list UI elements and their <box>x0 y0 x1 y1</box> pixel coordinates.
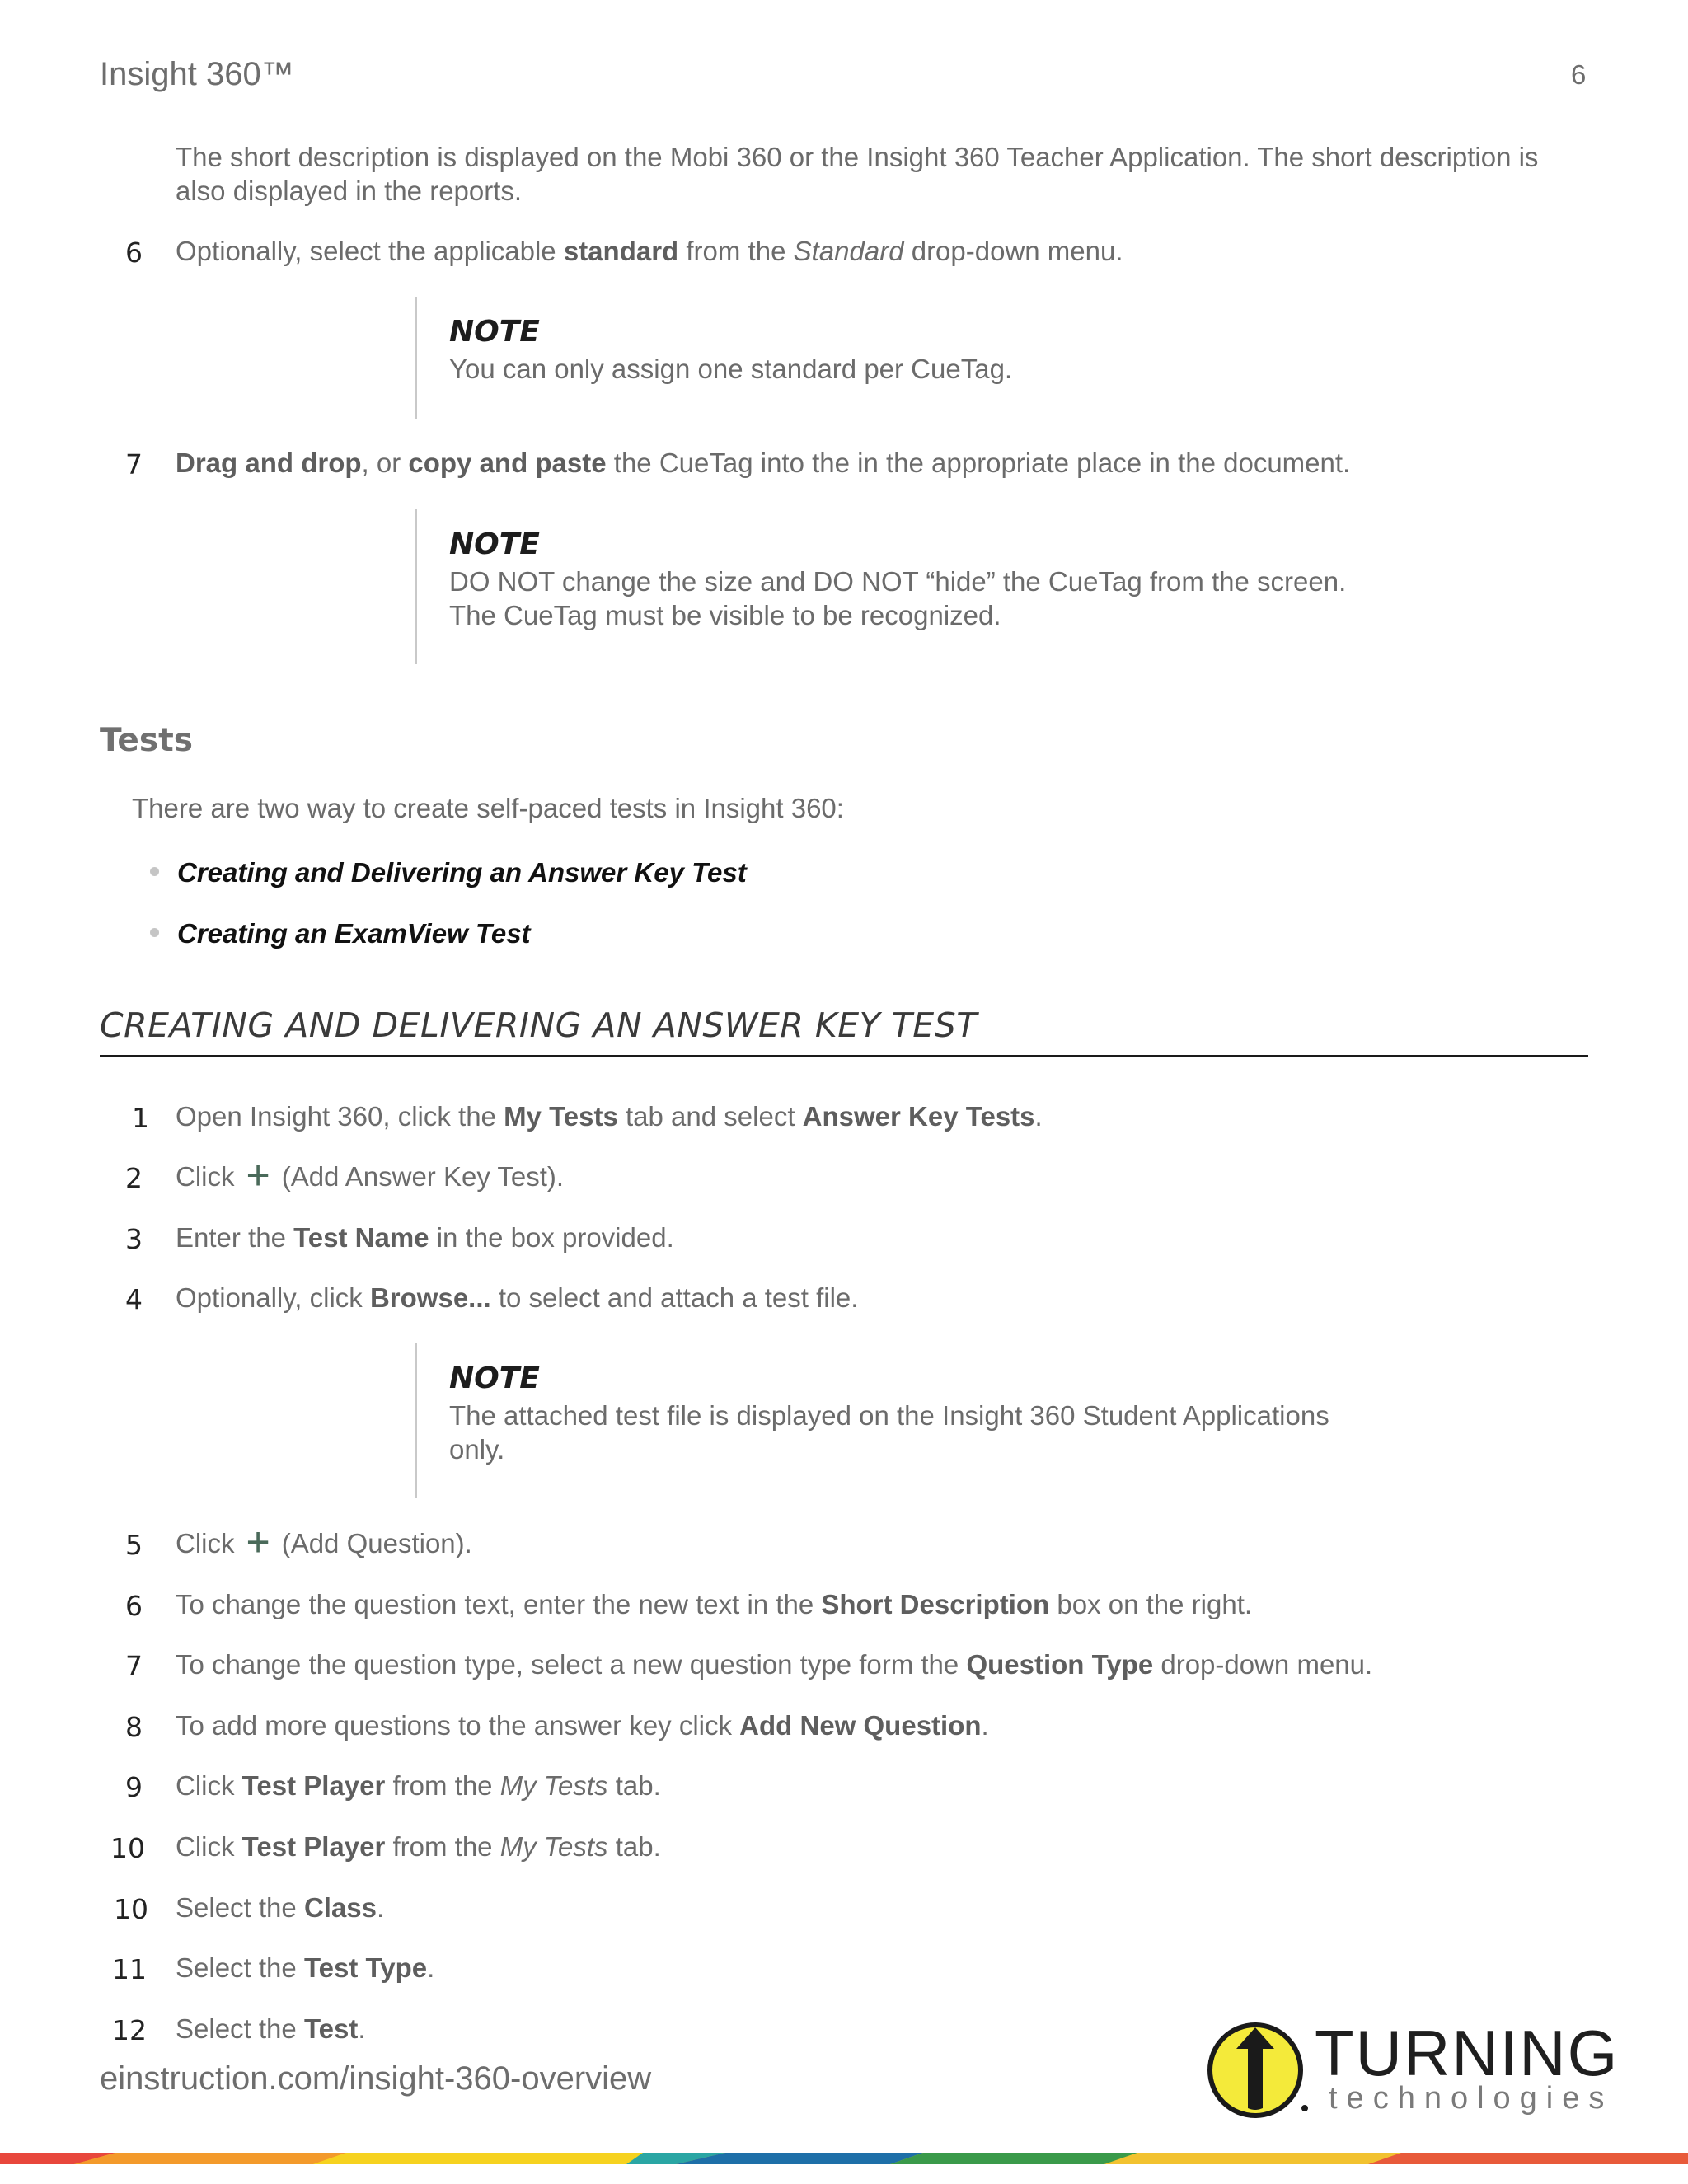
text-run: tab and select <box>617 1101 803 1132</box>
link-examview-test[interactable]: Creating an ExamView Test <box>177 918 531 949</box>
step-number: 12 <box>112 2014 147 2046</box>
logo-word-turning: TURNING <box>1315 2017 1620 2089</box>
bold-term: Browse... <box>369 1282 491 1313</box>
footer-color-stripe <box>0 2148 1688 2171</box>
step-number: 2 <box>125 1162 143 1194</box>
step-text <box>176 1830 1577 1863</box>
text-run: Optionally, click <box>176 1282 370 1313</box>
bold-term: Test Name <box>293 1222 429 1253</box>
text-run: Enter the <box>176 1222 294 1253</box>
bold-term: copy and paste <box>408 448 607 478</box>
text-run: box on the right. <box>1049 1589 1253 1619</box>
step-text <box>176 446 1577 480</box>
section-heading-tests: Tests <box>100 722 193 759</box>
text-run: Click <box>176 1161 235 1192</box>
text-run: . <box>427 1952 435 1983</box>
note-box <box>415 297 1438 419</box>
note-label: NOTE <box>449 315 540 349</box>
text-run: Click <box>176 1528 235 1558</box>
bold-term: Answer Key Tests <box>802 1101 1035 1132</box>
text-run: (Add Answer Key Test). <box>281 1161 565 1192</box>
bold-term: standard <box>563 236 679 266</box>
step-text <box>176 1951 1577 1985</box>
tests-intro: There are two way to create self-paced tests in Insight 360: <box>132 793 844 823</box>
logo-word-technologies: technologies <box>1329 2081 1614 2116</box>
text-run: (Add Question). <box>281 1528 472 1558</box>
bold-term: Question Type <box>966 1649 1154 1680</box>
plus-icon: + <box>246 1519 270 1565</box>
bullet-dot <box>150 867 159 876</box>
step-text <box>176 1152 1577 1198</box>
italic-term: My Tests <box>499 1770 608 1801</box>
step-text <box>176 1891 1577 1924</box>
bullet-dot <box>150 928 159 937</box>
section-title-answer-key: CREATING AND DELIVERING AN ANSWER KEY TEST <box>100 1005 978 1045</box>
text-run: to select and attach a test file. <box>490 1282 859 1313</box>
note-text-line: DO NOT change the size and DO NOT “hide” the CueTag from the screen. <box>449 566 1347 597</box>
link-answer-key-test[interactable]: Creating and Delivering an Answer Key Test <box>177 857 747 888</box>
bold-term: Test Player <box>241 1770 386 1801</box>
step-text <box>176 1281 1577 1315</box>
step-text <box>176 1519 1577 1565</box>
text-run: Click <box>176 1770 242 1801</box>
step-text <box>176 234 1577 268</box>
bold-term: Add New Question <box>739 1710 982 1741</box>
bold-term: Test Type <box>303 1952 428 1983</box>
text-run: from the <box>385 1831 500 1862</box>
step-number: 11 <box>112 1953 147 1985</box>
italic-term: Standard <box>793 236 904 266</box>
step-text <box>176 1708 1577 1742</box>
text-run: Select the <box>176 1952 304 1983</box>
step-text <box>176 1099 1577 1133</box>
text-run: tab. <box>607 1770 661 1801</box>
step-text <box>176 2012 1577 2046</box>
step-number: 10 <box>114 1893 148 1925</box>
step-text <box>176 1769 1577 1802</box>
step-number: 6 <box>125 237 143 269</box>
bold-term: My Tests <box>504 1101 618 1132</box>
bold-term: Class <box>303 1892 377 1923</box>
plus-icon: + <box>246 1152 270 1198</box>
text-run: the CueTag into the in the appropriate place in the document. <box>606 448 1351 478</box>
step-number: 4 <box>125 1283 143 1315</box>
text-run: drop-down menu. <box>1153 1649 1373 1680</box>
text-run: . <box>1034 1101 1043 1132</box>
step-number: 5 <box>125 1529 143 1561</box>
step-text <box>176 1647 1618 1681</box>
text-run: Click <box>176 1831 242 1862</box>
text-run: . <box>358 2013 366 2044</box>
section-divider <box>100 1055 1588 1057</box>
page-number: 6 <box>1571 59 1587 90</box>
document-title: Insight 360™ <box>100 56 294 92</box>
bold-term: Test Player <box>241 1831 386 1862</box>
note-box <box>415 509 1438 664</box>
text-run: , or <box>361 448 409 478</box>
italic-term: My Tests <box>499 1831 608 1862</box>
text-run: Select the <box>176 1892 304 1923</box>
footer-url[interactable]: einstruction.com/insight-360-overview <box>100 2060 652 2097</box>
text-run: from the <box>385 1770 500 1801</box>
step-number: 1 <box>132 1102 149 1134</box>
note-text-line: The CueTag must be visible to be recognized. <box>449 600 1001 630</box>
text-run: in the box provided. <box>429 1222 674 1253</box>
text-run: drop-down menu. <box>903 236 1123 266</box>
bold-term: Drag and drop <box>176 448 362 478</box>
text-run: To add more questions to the answer key click <box>176 1710 740 1741</box>
bold-term: Short Description <box>821 1589 1050 1619</box>
text-run: tab. <box>607 1831 661 1862</box>
step-number: 7 <box>125 1650 143 1682</box>
note-text: You can only assign one standard per CueTag. <box>449 354 1013 384</box>
text-run: Open Insight 360, click the <box>176 1101 504 1132</box>
text-run: . <box>377 1892 385 1923</box>
step-text <box>176 1221 1577 1254</box>
step-number: 7 <box>125 448 143 480</box>
step-number: 10 <box>110 1832 145 1864</box>
note-text-line: only. <box>449 1434 505 1465</box>
text-run: from the <box>678 236 794 266</box>
step-number: 6 <box>125 1590 143 1622</box>
text-run: Select the <box>176 2013 304 2044</box>
text-run: To change the question text, enter the new text in the <box>176 1589 822 1619</box>
step-number: 8 <box>125 1711 143 1743</box>
step-number: 9 <box>125 1771 143 1803</box>
step-number: 3 <box>125 1223 143 1255</box>
note-text-line: The attached test file is displayed on the Insight 360 Student Applications <box>449 1400 1329 1431</box>
note-label: NOTE <box>449 527 540 561</box>
text-run: Optionally, select the applicable <box>176 236 564 266</box>
text-run: To change the question type, select a new question type form the <box>176 1649 967 1680</box>
step-text <box>176 1587 1577 1621</box>
bold-term: Test <box>303 2013 359 2044</box>
intro-paragraph: The short description is displayed on the Mobi 360 or the Insight 360 Teacher Application. The short description is also displayed in the reports. <box>176 142 1539 206</box>
text-run: . <box>981 1710 989 1741</box>
note-box <box>415 1343 1438 1498</box>
note-label: NOTE <box>449 1361 540 1395</box>
